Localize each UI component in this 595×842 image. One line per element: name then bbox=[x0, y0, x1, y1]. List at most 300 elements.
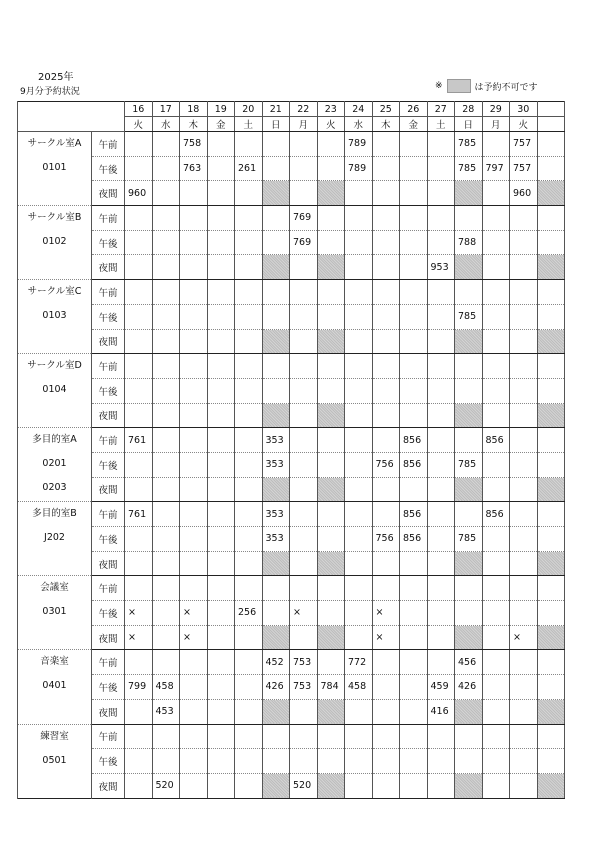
reservation-cell bbox=[537, 280, 564, 305]
reservation-cell bbox=[235, 699, 263, 724]
table-row bbox=[18, 354, 565, 379]
room-name: 練習室 bbox=[40, 730, 69, 742]
reservation-cell bbox=[482, 206, 510, 231]
reservation-cell bbox=[207, 502, 235, 527]
reservation-cell bbox=[537, 378, 564, 403]
reservation-cell bbox=[482, 749, 510, 774]
reservation-cell: 789 bbox=[345, 132, 373, 157]
reservation-cell bbox=[400, 576, 428, 601]
weekday-header: 火 bbox=[317, 117, 345, 132]
reservation-cell bbox=[235, 773, 263, 798]
reservation-cell bbox=[317, 378, 345, 403]
reservation-cell bbox=[180, 650, 208, 675]
unavailable-cell bbox=[455, 773, 483, 798]
reservation-cell bbox=[482, 625, 510, 650]
unavailable-cell bbox=[455, 625, 483, 650]
reservation-cell bbox=[125, 576, 153, 601]
reservation-cell bbox=[317, 527, 345, 552]
table-row bbox=[18, 551, 565, 576]
slot-label: 夜間 bbox=[92, 255, 125, 280]
table-row bbox=[18, 304, 565, 329]
reservation-cell bbox=[290, 280, 318, 305]
slot-label: 夜間 bbox=[92, 477, 125, 502]
table-row bbox=[18, 773, 565, 798]
reservation-cell bbox=[510, 675, 538, 700]
slot-label: 午後 bbox=[92, 452, 125, 477]
room-cell bbox=[18, 650, 92, 724]
reservation-cell bbox=[235, 329, 263, 354]
reservation-cell: × bbox=[510, 625, 538, 650]
unavailable-cell bbox=[455, 403, 483, 428]
reservation-cell: 788 bbox=[455, 230, 483, 255]
slot-label: 午後 bbox=[92, 378, 125, 403]
unavailable-cell bbox=[262, 255, 290, 280]
reservation-cell bbox=[207, 132, 235, 157]
unavailable-cell bbox=[537, 329, 564, 354]
reservation-cell bbox=[482, 403, 510, 428]
reservation-cell: 785 bbox=[455, 304, 483, 329]
reservation-cell bbox=[125, 206, 153, 231]
reservation-cell bbox=[207, 230, 235, 255]
reservation-cell bbox=[152, 428, 180, 453]
reservation-cell bbox=[427, 156, 455, 181]
reservation-cell bbox=[427, 403, 455, 428]
reservation-cell bbox=[400, 181, 428, 206]
reservation-cell: 756 bbox=[372, 527, 400, 552]
reservation-cell bbox=[482, 773, 510, 798]
reservation-cell bbox=[235, 452, 263, 477]
reservation-cell bbox=[207, 601, 235, 626]
reservation-cell bbox=[290, 502, 318, 527]
reservation-cell bbox=[510, 206, 538, 231]
reservation-cell bbox=[235, 477, 263, 502]
reservation-cell bbox=[400, 132, 428, 157]
reservation-cell bbox=[510, 650, 538, 675]
reservation-cell bbox=[235, 354, 263, 379]
reservation-cell bbox=[372, 181, 400, 206]
reservation-cell bbox=[180, 527, 208, 552]
table-row bbox=[18, 749, 565, 774]
reservation-cell bbox=[290, 132, 318, 157]
unavailable-cell bbox=[537, 181, 564, 206]
room-code: 0102 bbox=[42, 236, 67, 248]
reservation-cell bbox=[317, 502, 345, 527]
reservation-cell: 456 bbox=[455, 650, 483, 675]
reservation-cell bbox=[152, 378, 180, 403]
reservation-cell bbox=[180, 230, 208, 255]
reservation-cell bbox=[207, 625, 235, 650]
reservation-cell bbox=[207, 650, 235, 675]
blank-header bbox=[537, 102, 564, 117]
reservation-cell bbox=[537, 650, 564, 675]
reservation-cell bbox=[510, 576, 538, 601]
reservation-cell bbox=[345, 206, 373, 231]
reservation-cell bbox=[400, 699, 428, 724]
reservation-cell bbox=[482, 304, 510, 329]
reservation-cell bbox=[372, 304, 400, 329]
reservation-cell bbox=[207, 428, 235, 453]
reservation-cell: 452 bbox=[262, 650, 290, 675]
reservation-cell bbox=[152, 181, 180, 206]
unavailable-cell bbox=[537, 625, 564, 650]
reservation-cell bbox=[537, 749, 564, 774]
date-header: 29 bbox=[482, 102, 510, 117]
reservation-cell bbox=[482, 650, 510, 675]
reservation-cell bbox=[345, 699, 373, 724]
reservation-cell: 761 bbox=[125, 428, 153, 453]
reservation-cell bbox=[537, 502, 564, 527]
room-name: サークル室C bbox=[27, 286, 82, 298]
reservation-cell bbox=[180, 502, 208, 527]
unavailable-swatch bbox=[447, 79, 471, 93]
unavailable-cell bbox=[317, 625, 345, 650]
reservation-cell bbox=[207, 527, 235, 552]
reservation-cell bbox=[235, 625, 263, 650]
weekday-header: 水 bbox=[345, 117, 373, 132]
reservation-cell bbox=[427, 601, 455, 626]
reservation-cell: 797 bbox=[482, 156, 510, 181]
reservation-cell bbox=[125, 280, 153, 305]
reservation-cell: 785 bbox=[455, 527, 483, 552]
reservation-cell bbox=[125, 230, 153, 255]
reservation-cell bbox=[180, 675, 208, 700]
reservation-cell: 799 bbox=[125, 675, 153, 700]
reservation-cell bbox=[372, 724, 400, 749]
reservation-cell bbox=[125, 699, 153, 724]
reservation-cell bbox=[152, 452, 180, 477]
reservation-cell bbox=[510, 230, 538, 255]
reservation-cell bbox=[290, 255, 318, 280]
reservation-cell bbox=[152, 354, 180, 379]
reservation-cell bbox=[262, 354, 290, 379]
reservation-cell bbox=[125, 304, 153, 329]
reservation-cell bbox=[152, 724, 180, 749]
reservation-cell bbox=[400, 601, 428, 626]
weekday-header: 月 bbox=[290, 117, 318, 132]
reservation-cell bbox=[427, 280, 455, 305]
reservation-cell bbox=[427, 230, 455, 255]
reservation-cell bbox=[372, 156, 400, 181]
reservation-cell bbox=[207, 477, 235, 502]
table-row bbox=[18, 403, 565, 428]
reservation-cell bbox=[372, 428, 400, 453]
reservation-cell bbox=[372, 329, 400, 354]
reservation-cell bbox=[152, 132, 180, 157]
room-name: サークル室A bbox=[27, 138, 82, 149]
reservation-cell: 960 bbox=[125, 181, 153, 206]
reservation-cell bbox=[372, 675, 400, 700]
reservation-cell bbox=[372, 502, 400, 527]
reservation-cell bbox=[262, 230, 290, 255]
reservation-cell bbox=[345, 502, 373, 527]
unavailable-cell bbox=[317, 551, 345, 576]
reservation-cell bbox=[235, 675, 263, 700]
reservation-cell bbox=[510, 428, 538, 453]
reservation-cell bbox=[180, 773, 208, 798]
room-code: 0101 bbox=[42, 162, 67, 173]
reservation-cell bbox=[427, 773, 455, 798]
room-cell bbox=[18, 354, 92, 428]
reservation-cell bbox=[427, 428, 455, 453]
reservation-cell bbox=[510, 601, 538, 626]
reservation-cell bbox=[290, 156, 318, 181]
room-cell bbox=[18, 502, 92, 576]
reservation-cell bbox=[262, 206, 290, 231]
reservation-cell bbox=[262, 724, 290, 749]
room-name: 多目的室A bbox=[32, 434, 77, 446]
reservation-cell: 758 bbox=[180, 132, 208, 157]
reservation-cell bbox=[290, 181, 318, 206]
table-row bbox=[18, 699, 565, 724]
reservation-cell bbox=[372, 576, 400, 601]
reservation-cell: × bbox=[372, 601, 400, 626]
reservation-cell: 757 bbox=[510, 156, 538, 181]
reservation-cell bbox=[427, 329, 455, 354]
date-header: 27 bbox=[427, 102, 455, 117]
reservation-cell: 772 bbox=[345, 650, 373, 675]
reservation-cell bbox=[152, 477, 180, 502]
slot-label: 夜間 bbox=[92, 773, 125, 798]
reservation-cell bbox=[372, 280, 400, 305]
reservation-cell bbox=[125, 773, 153, 798]
reservation-cell bbox=[427, 181, 455, 206]
unavailable-cell bbox=[317, 255, 345, 280]
reservation-cell bbox=[345, 280, 373, 305]
reservation-cell bbox=[262, 304, 290, 329]
table-row bbox=[18, 452, 565, 477]
reservation-cell bbox=[537, 132, 564, 157]
reservation-cell bbox=[372, 650, 400, 675]
reservation-cell bbox=[290, 551, 318, 576]
reservation-cell bbox=[427, 576, 455, 601]
reservation-cell bbox=[125, 551, 153, 576]
reservation-cell bbox=[152, 625, 180, 650]
reservation-cell bbox=[345, 773, 373, 798]
table-row bbox=[18, 132, 565, 157]
reservation-cell bbox=[125, 255, 153, 280]
reservation-cell: 459 bbox=[427, 675, 455, 700]
reservation-cell: 458 bbox=[345, 675, 373, 700]
page-subtitle: 9月分予約状況 bbox=[20, 87, 80, 97]
reservation-cell bbox=[290, 354, 318, 379]
reservation-cell bbox=[427, 477, 455, 502]
reservation-cell bbox=[537, 354, 564, 379]
table-row bbox=[18, 378, 565, 403]
slot-label: 午前 bbox=[92, 724, 125, 749]
reservation-cell bbox=[345, 329, 373, 354]
slot-label: 午前 bbox=[92, 132, 125, 157]
reservation-cell bbox=[262, 601, 290, 626]
reservation-cell: 785 bbox=[455, 132, 483, 157]
table-row bbox=[18, 576, 565, 601]
reservation-cell bbox=[427, 452, 455, 477]
reservation-cell bbox=[482, 452, 510, 477]
reservation-cell bbox=[510, 773, 538, 798]
reservation-cell: 256 bbox=[235, 601, 263, 626]
weekday-header: 火 bbox=[510, 117, 538, 132]
reservation-cell bbox=[455, 428, 483, 453]
reservation-cell: 520 bbox=[290, 773, 318, 798]
date-header: 21 bbox=[262, 102, 290, 117]
unavailable-cell bbox=[537, 477, 564, 502]
reservation-cell bbox=[152, 255, 180, 280]
reservation-cell bbox=[372, 230, 400, 255]
reservation-cell: 353 bbox=[262, 527, 290, 552]
weekday-header: 木 bbox=[180, 117, 208, 132]
reservation-cell bbox=[400, 477, 428, 502]
reservation-cell bbox=[427, 132, 455, 157]
reservation-cell bbox=[400, 280, 428, 305]
reservation-cell bbox=[152, 650, 180, 675]
reservation-cell bbox=[152, 329, 180, 354]
reservation-cell bbox=[400, 156, 428, 181]
reservation-cell: 756 bbox=[372, 452, 400, 477]
reservation-cell bbox=[235, 230, 263, 255]
reservation-cell bbox=[180, 477, 208, 502]
unavailable-cell bbox=[455, 181, 483, 206]
unavailable-cell bbox=[537, 699, 564, 724]
slot-label: 午前 bbox=[92, 206, 125, 231]
reservation-cell bbox=[345, 452, 373, 477]
reservation-cell bbox=[207, 749, 235, 774]
room-code: 0201 bbox=[42, 458, 67, 470]
reservation-cell bbox=[207, 329, 235, 354]
reservation-cell bbox=[400, 403, 428, 428]
reservation-cell bbox=[372, 354, 400, 379]
reservation-cell bbox=[207, 773, 235, 798]
reservation-cell bbox=[537, 452, 564, 477]
reservation-cell bbox=[482, 132, 510, 157]
table-row bbox=[18, 724, 565, 749]
table-row bbox=[18, 625, 565, 650]
reservation-cell bbox=[180, 428, 208, 453]
reservation-cell: 458 bbox=[152, 675, 180, 700]
reservation-cell bbox=[510, 403, 538, 428]
reservation-cell bbox=[152, 230, 180, 255]
unavailable-cell bbox=[262, 625, 290, 650]
reservation-cell bbox=[207, 576, 235, 601]
reservation-cell bbox=[427, 551, 455, 576]
date-header: 23 bbox=[317, 102, 345, 117]
reservation-cell bbox=[345, 304, 373, 329]
reservation-cell bbox=[317, 749, 345, 774]
unavailable-cell bbox=[455, 551, 483, 576]
reservation-cell bbox=[152, 551, 180, 576]
reservation-cell: 261 bbox=[235, 156, 263, 181]
reservation-cell bbox=[510, 477, 538, 502]
reservation-cell bbox=[317, 724, 345, 749]
reservation-cell bbox=[345, 403, 373, 428]
unavailable-cell bbox=[317, 403, 345, 428]
reservation-cell bbox=[372, 403, 400, 428]
slot-label: 夜間 bbox=[92, 625, 125, 650]
reservation-cell bbox=[207, 354, 235, 379]
reservation-cell bbox=[207, 378, 235, 403]
reservation-cell bbox=[125, 749, 153, 774]
reservation-cell bbox=[372, 378, 400, 403]
reservation-cell bbox=[180, 576, 208, 601]
slot-label: 夜間 bbox=[92, 181, 125, 206]
reservation-cell bbox=[537, 675, 564, 700]
reservation-cell bbox=[400, 206, 428, 231]
room-cell bbox=[18, 280, 92, 354]
reservation-cell bbox=[180, 551, 208, 576]
reservation-cell bbox=[317, 601, 345, 626]
reservation-cell bbox=[510, 378, 538, 403]
slot-label: 夜間 bbox=[92, 699, 125, 724]
reservation-cell bbox=[427, 354, 455, 379]
reservation-cell bbox=[455, 354, 483, 379]
reservation-cell bbox=[235, 576, 263, 601]
reservation-cell bbox=[207, 280, 235, 305]
room-name: サークル室D bbox=[27, 360, 82, 372]
blank-header bbox=[537, 117, 564, 132]
reservation-cell bbox=[537, 527, 564, 552]
weekday-header: 土 bbox=[235, 117, 263, 132]
reservation-cell bbox=[290, 428, 318, 453]
unavailable-cell bbox=[262, 403, 290, 428]
reservation-cell bbox=[317, 206, 345, 231]
reservation-cell bbox=[290, 452, 318, 477]
slot-label: 午後 bbox=[92, 230, 125, 255]
reservation-cell bbox=[400, 675, 428, 700]
reservation-cell: × bbox=[180, 601, 208, 626]
reservation-cell: 785 bbox=[455, 452, 483, 477]
table-row bbox=[18, 502, 565, 527]
unavailable-cell bbox=[537, 773, 564, 798]
reservation-cell bbox=[262, 132, 290, 157]
reservation-cell: 769 bbox=[290, 230, 318, 255]
reservation-cell bbox=[372, 477, 400, 502]
reservation-cell bbox=[235, 280, 263, 305]
reservation-cell bbox=[262, 749, 290, 774]
room-cell bbox=[18, 576, 92, 650]
reservation-cell bbox=[345, 551, 373, 576]
room-name: 多目的室B bbox=[32, 508, 77, 520]
reservation-cell bbox=[482, 378, 510, 403]
reservation-cell: 520 bbox=[152, 773, 180, 798]
reservation-cell bbox=[125, 452, 153, 477]
reservation-cell bbox=[235, 181, 263, 206]
reservation-cell: 761 bbox=[125, 502, 153, 527]
table-row bbox=[18, 477, 565, 502]
reservation-cell bbox=[345, 749, 373, 774]
reservation-cell bbox=[125, 403, 153, 428]
reservation-cell bbox=[125, 527, 153, 552]
reservation-cell bbox=[180, 255, 208, 280]
reservation-cell bbox=[510, 255, 538, 280]
reservation-cell bbox=[125, 156, 153, 181]
reservation-cell bbox=[317, 452, 345, 477]
reservation-cell bbox=[482, 699, 510, 724]
reservation-cell bbox=[180, 206, 208, 231]
reservation-cell bbox=[207, 551, 235, 576]
reservation-cell bbox=[207, 724, 235, 749]
reservation-cell bbox=[345, 477, 373, 502]
reservation-cell bbox=[262, 576, 290, 601]
unavailable-cell bbox=[262, 477, 290, 502]
reservation-cell bbox=[345, 181, 373, 206]
reservation-cell: × bbox=[125, 601, 153, 626]
slot-label: 午後 bbox=[92, 156, 125, 181]
reservation-cell bbox=[262, 378, 290, 403]
room-code: 0104 bbox=[42, 384, 67, 396]
reservation-cell bbox=[400, 304, 428, 329]
reservation-cell: × bbox=[125, 625, 153, 650]
reservation-cell bbox=[317, 354, 345, 379]
date-header: 17 bbox=[152, 102, 180, 117]
reservation-cell bbox=[482, 280, 510, 305]
